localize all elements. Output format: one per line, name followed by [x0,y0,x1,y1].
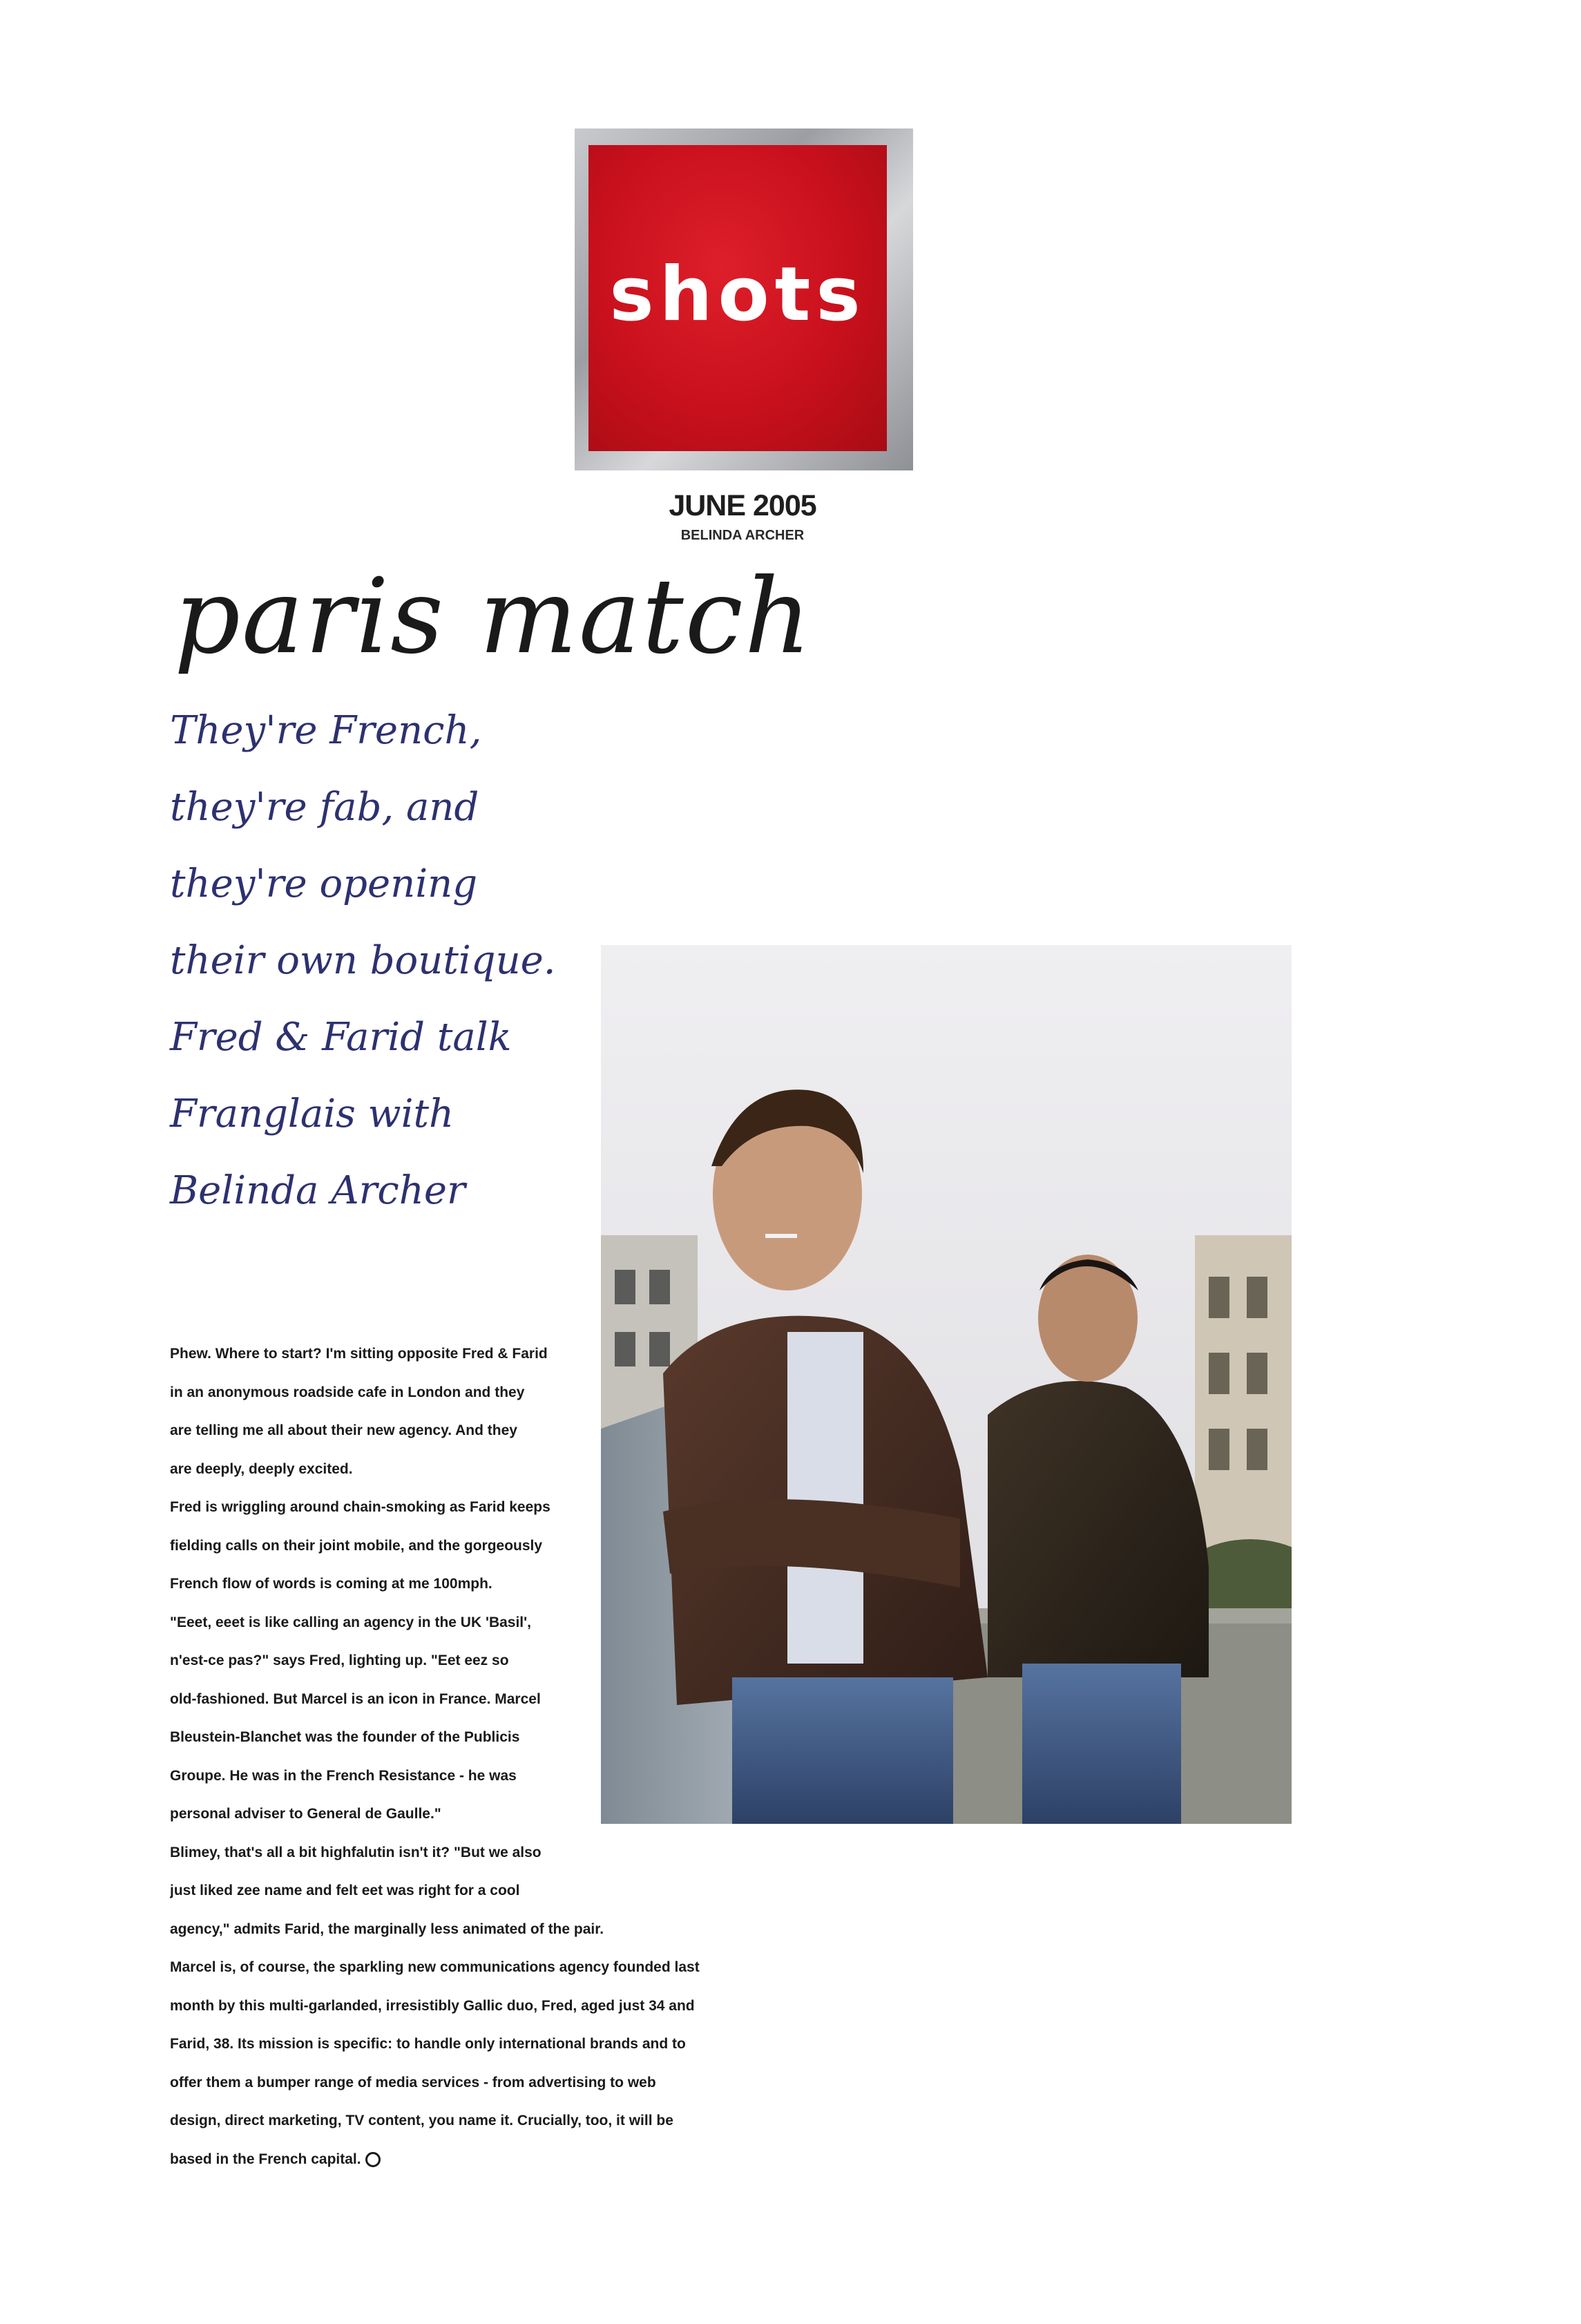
body-line: Groupe. He was in the French Resistance - he was [170,1767,517,1784]
body-line: agency," admits Farid, the marginally less animated of the pair. [170,1921,604,1937]
body-line: Fred is wriggling around chain-smoking as Farid keeps [170,1499,550,1515]
body-line: Farid, 38. Its mission is specific: to handle only international brands and to [170,2036,686,2052]
body-line: are telling me all about their new agency. And they [170,1422,517,1438]
body-line: French flow of words is coming at me 100mph. [170,1576,492,1592]
standfirst-line: They're French, [170,708,482,753]
body-line: Bleustein-Blanchet was the founder of the Publicis [170,1729,520,1745]
standfirst-line: Franglais with [170,1092,454,1136]
body-line: Phew. Where to start? I'm sitting opposite Fred & Farid [170,1346,548,1362]
body-line: fielding calls on their joint mobile, and the gorgeously [170,1537,543,1554]
body-line: are deeply, deeply excited. [170,1460,353,1477]
issue-author: BELINDA ARCHER [680,528,805,543]
body-line: month by this multi-garlanded, irresistibly Gallic duo, Fred, aged just 34 and [170,1997,695,2014]
article-standfirst [170,692,653,1229]
body-line: Blimey, that's all a bit highfalutin isn't it? "But we also [170,1844,542,1860]
end-mark-icon [365,2152,381,2167]
body-line: based in the French capital. [170,2151,361,2167]
body-line: in an anonymous roadside cafe in London and they [170,1384,525,1400]
body-line: n'est-ce pas?" says Fred, lighting up. "Eet eez so [170,1652,509,1668]
logo-text: shots [609,251,866,338]
standfirst-line: Belinda Archer [170,1168,466,1213]
body-line: old-fashioned. But Marcel is an icon in France. Marcel [170,1690,541,1707]
standfirst-line: Fred & Farid talk [170,1015,512,1060]
body-line: design, direct marketing, TV content, you name it. Crucially, too, it will be [170,2113,673,2128]
body-line: personal adviser to General de Gaulle." [170,1806,441,1822]
body-line: just liked zee name and felt eet was right for a cool [170,1883,520,1898]
body-line: "Eeet, eeet is like calling an agency in the UK 'Basil', [170,1614,531,1630]
body-line-last [170,2140,902,2179]
body-line: Marcel is, of course, the sparkling new communications agency founded last [170,1959,700,1975]
issue-date: JUNE 2005 [669,489,816,522]
shots-logo [588,145,887,451]
standfirst-line: they're opening [170,861,478,906]
body-line: offer them a bumper range of media services - from advertising to web [170,2074,656,2090]
article-body [170,1335,902,2178]
standfirst-line: they're fab, and [170,785,479,830]
standfirst-line: their own boutique. [170,938,556,983]
shots-logo-frame [575,128,913,470]
article-headline: paris match [174,557,813,677]
